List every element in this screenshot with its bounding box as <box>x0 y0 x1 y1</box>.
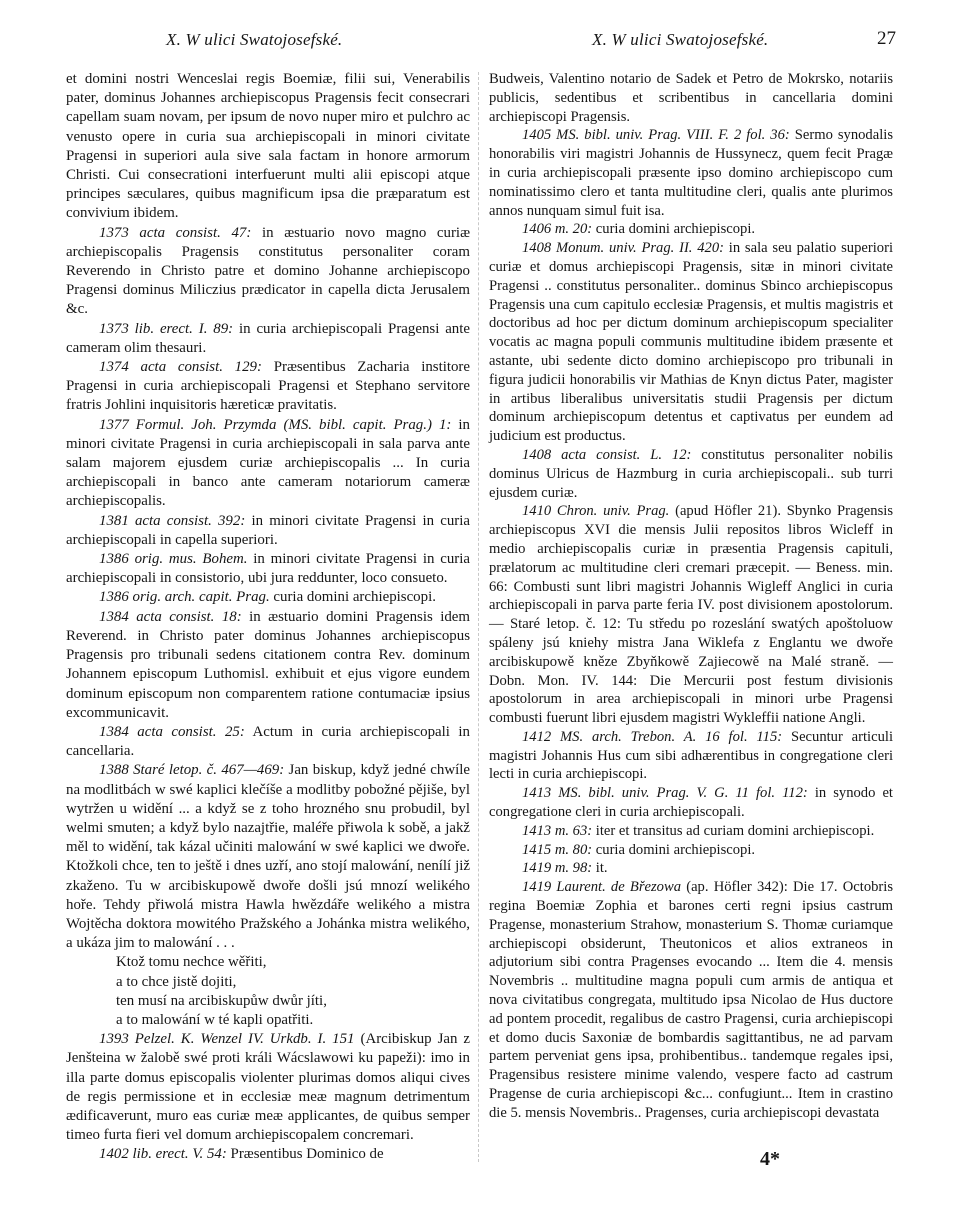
verse-line <box>66 992 470 1011</box>
entry-paragraph <box>489 878 893 1122</box>
entry-paragraph <box>489 728 893 784</box>
entry-text: in æstuario novo magno curiæ archiepiscopalis Pragensis constitutus personaliter coram Reverendo in Christo patre et domino Johanne archiepiscopo Pragensi dominus Miliczius prædicator in capella dicta Jerusalem &c. <box>66 224 470 318</box>
entry-paragraph <box>66 1030 470 1145</box>
entry-text: constitutus personaliter nobilis dominus Ulricus de Hazmburg in curia archiepiscopali.. sub turri ejusdem curiæ. <box>489 446 893 501</box>
entry-text: in synodo et congregatione cleri in curia archiepiscopali. <box>489 785 893 821</box>
entry-paragraph <box>66 608 470 723</box>
entry-paragraph <box>489 239 893 446</box>
entry-text: (ap. Höfler 342): Die 17. Octobris regina Boemiæ Zophia et barones certi regni ipsius castrum Pragense, monasterium Strahow, monasterium S. Thomæ curiamque archiepiscopi obsiderunt, Theutonicos et alios extraneos in adjutorium sibi contra Pragenses evocando ... Item die 4. mensis Novembris .. multitudine magna populi cum armis de antiqua et nova civitatibus congregata, multitudo ipsa Nicolao de Hus ductore ad pontem procedit, regalibus de castro Pragensi, curia archiepiscopi et domo ducis Saxoniæ de bombardis sagittantibus, ne ad parvam partem perveniat gens ipsa, prohibentibus.. tandemque regales ipsi, Pragensibus resistere minime valendo, vespere facto ad castrum Pragense de curia archiepiscopi &c... confugiunt... Item in crastino die 5. mensis Novembris.. Pragenses, curia archiepiscopi devastata <box>489 879 894 1121</box>
citation: 1384 acta consist. 25: <box>99 723 245 740</box>
citation: 1413 MS. bibl. univ. Prag. V. G. 11 fol. 112: <box>522 785 808 802</box>
entry-text: Secuntur articuli magistri Johannis Hus cum sibi adhærentibus in congregatione cleri lecti in curia archiepiscopi. <box>489 728 893 783</box>
entry-text: (Arcibiskup Jan z Jenšteina w žalobě swé proti králi Wácslawowi ku papeži): imo in illa parte domus episcopalis violenter plurimas domos aliqui cives de regis permissione et in ecclesiæ meæ magnum detrimentum ædificaverunt, muro eas curiæ meæ applicantes, de quibus semper timeo furta fieri vel domum archiepiscopalem concremari. <box>66 1031 470 1144</box>
verse-line <box>66 973 470 992</box>
entry-text: Actum in curia archiepiscopali in cancellaria. <box>66 723 470 760</box>
entry-text: in æstuario domini Pragensis idem Reverend. in Christo pater dominus Johannes archiepiscopus Pragensis pro tribunali sedens citationem contra Rev. dominum Johannem episcopum Luthomisl. exhibuit et ejus vigore eundem dominum episcopum non comparentem ratione contumaciæ ipsius excommunicavit. <box>66 608 470 721</box>
entry-paragraph <box>66 1145 470 1164</box>
citation: 1402 lib. erect. V. 54: <box>99 1146 227 1163</box>
entry-paragraph <box>489 841 893 860</box>
entry-paragraph <box>66 416 470 512</box>
citation: 1413 m. 63: <box>522 822 593 839</box>
signature-mark: 4* <box>760 1148 780 1170</box>
right-column <box>489 70 893 1123</box>
entry-paragraph <box>489 70 893 126</box>
entry-text: et domini nostri Wenceslai regis Boemiæ, filii sui, Venerabilis pater, dominus Johannes archiepiscopus Pragensis fecit consecrari capellam suam novam, per ipsum de novo nuper miro et pulchro ac venusto opere in curia sua archiepiscopali in minori civitate Pragensi in superiori aula sive sala factam in honore armorum Christi. Cui consecrationi interfuerunt multi alii episcopi atque principes sæculares, quibus magnificum ipsa die præparatum est convivium ibidem. <box>66 71 470 222</box>
entry-paragraph <box>489 784 893 822</box>
left-column <box>66 70 470 1165</box>
running-title-right: X. W ulici Swatojosefské. <box>592 30 769 49</box>
entry-paragraph <box>66 723 470 761</box>
running-header <box>66 30 896 54</box>
entry-text: curia domini archiepiscopi. <box>273 589 436 606</box>
entry-paragraph <box>66 761 470 953</box>
citation: 1393 Pelzel. K. Wenzel IV. Urkdb. I. 151 <box>99 1031 355 1048</box>
running-title-left: X. W ulici Swatojosefské. <box>166 30 343 49</box>
entry-paragraph <box>489 220 893 239</box>
entry-paragraph <box>489 822 893 841</box>
entry-paragraph <box>66 588 470 607</box>
entry-text: (apud Höfler 21). Sbynko Pragensis archiepiscopus XVI die mensis Julii repositos libros Wicleff in medio archiepiscopalis curiæ in præsentia Pragensis capituli, prælatorum ac multitudine cleri cremari præcepit. — Beness. min. 66: Combusti sunt libri magistri Johannis Wigleff Anglici in curia archiepiscopali in parva parte feria IV. post divisionem apostolorum. — Staré letop. č. 12: Tu středu po rozeslání swatých apoštoluow spáleny jsú kniehy mistra Jana Wiklefa z Englantu we dwoře arcibiskupowě kněze Zbyňkowě Zajiecowě na Malé straně. — Dobn. Mon. IV. 144: Die Mercurii post festum divisionis apostolorum in area archiepiscopali in minori urbe Pragensi combusti fuerunt libri ejusdem magistri Wykleffii natione Angli. <box>489 503 893 727</box>
entry-paragraph <box>489 859 893 878</box>
entry-paragraph <box>66 512 470 550</box>
entry-text: curia domini archiepiscopi. <box>595 221 756 238</box>
entry-text: Ktož tomu nechce wěřiti, <box>116 954 267 971</box>
citation: 1412 MS. arch. Trebon. A. 16 fol. 115: <box>522 728 783 745</box>
citation: 1373 acta consist. 47: <box>99 224 252 241</box>
citation: 1415 m. 80: <box>522 841 593 858</box>
citation: 1419 Laurent. de Březowa <box>522 879 681 896</box>
citation: 1408 acta consist. L. 12: <box>522 446 692 463</box>
entry-text: in minori civitate Pragensi in curia archiepiscopali in sala parva ante salam majorem ejusdem curiæ archiepiscopalis ... In curia archiepiscopali in banco ante cameram notariorum cameræ archiepiscopalis. <box>66 416 470 510</box>
citation: 1384 acta consist. 18: <box>99 608 242 625</box>
citation: 1410 Chron. univ. Prag. <box>522 503 670 520</box>
entry-text: Præsentibus Zacharia institore Pragensi in curia archiepiscopali Pragensi et Stephano servitore fratris Johlini inquisitoris hæreticæ pravitatis. <box>66 359 470 414</box>
entry-paragraph <box>489 502 893 728</box>
citation: 1377 Formul. Joh. Przymda (MS. bibl. capit. Prag.) 1: <box>99 416 452 433</box>
citation: 1405 MS. bibl. univ. Prag. VIII. F. 2 fol. 36: <box>522 127 790 144</box>
entry-text: Præsentibus Dominico de <box>230 1146 384 1163</box>
entry-text: Jan biskup, když jedné chwíle na modlitbách w swé kaplici klečíše a modlitby pobožné pějiše, byl wytržen u widění ... a když se z toho hrozného snu probudil, byl welmi smuten; a když bylo nazajtřie, maléře přiwola k sobě, a jakž měl to widění, tak kázal učiniti malowání w swé kaplici we dwoře. Ktožkoli chce, ten to ještě i dnes uzří, ano stojí malowání, nenílí již zkaženo. Tu w arcibiskupowě dwoře došli jsú mnozí welikého hoře. Tehdy přiwolá mistra Hawla hwězdáře welikého a mistra Wojtěcha doktora mowitého Pražského a Johánka mistra welikého, a ukáza jim to malowání . . . <box>66 762 470 952</box>
entry-text: ten musí na arcibiskupůw dwůr jíti, <box>116 992 327 1009</box>
entry-paragraph <box>489 446 893 502</box>
entry-text: in minori civitate Pragensi in curia archiepiscopali in consistorio, ubi jura reddunter, loco consueto. <box>66 551 470 587</box>
entry-text: Sermo synodalis honorabilis viri magistri Johannis de Hussynecz, quem fecit Pragæ in curia archiepiscopali præsente ipso domino archiepiscopo cum nominatissimo clero et tanta multitudine cleri, qualis ante plurimos annos nunquam simul fuit isa. <box>489 127 893 219</box>
entry-text: a to malowání w té kapli opatřiti. <box>116 1011 314 1028</box>
entry-paragraph <box>66 70 470 224</box>
verse-line <box>66 953 470 972</box>
entry-paragraph <box>489 126 893 220</box>
citation: 1386 orig. mus. Bohem. <box>99 551 248 568</box>
citation: 1386 orig. arch. capit. Prag. <box>99 589 270 606</box>
entry-paragraph <box>66 320 470 358</box>
entry-text: in minori civitate Pragensi in curia archiepiscopali in capella superiori. <box>66 512 470 548</box>
entry-text: Budweis, Valentino notario de Sadek et Petro de Mokrsko, notariis publicis, sedentibus et scribentibus in cancellaria domini archiepiscopi Pragensis. <box>489 71 893 125</box>
entry-paragraph <box>66 224 470 320</box>
entry-text: curia domini archiepiscopi. <box>595 841 756 858</box>
citation: 1408 Monum. univ. Prag. II. 420: <box>522 240 724 257</box>
verse-line <box>66 1011 470 1030</box>
citation: 1419 m. 98: <box>522 860 593 877</box>
citation: 1406 m. 20: <box>522 221 593 238</box>
entry-text: in curia archiepiscopali Pragensi ante cameram olim thesauri. <box>66 320 470 356</box>
entry-text: a to chce jistě dojiti, <box>116 973 237 990</box>
citation: 1373 lib. erect. I. 89: <box>99 320 234 337</box>
column-divider <box>478 72 479 1162</box>
citation: 1374 acta consist. 129: <box>99 359 262 376</box>
entry-text: it. <box>595 860 608 877</box>
entry-text: iter et transitus ad curiam domini archiepiscopi. <box>595 822 875 839</box>
entry-text: in sala seu palatio superiori curiæ et domus archiepiscopi Pragensis, sitæ in minori civitate Pragensi .. constitutus personaliter.. dominus Sbinco archiepiscopus Pragensis una cum capitulo ecclesiæ Pragensis, et multis magistris et doctoribus ad hoc per dictum dominum archiepiscopum specialiter vocatis ac magna populi communis multitudine ibidem præsente et astante, ubi sedente dicto domino archiepiscopo pro tribunali in figura judicii honorabilis vir Mathias de Knyn dictus Pater, magister in artibus liberalibus universitatis studii Pragensis per dictum dominum archiepiscopum detentus et captivatus per eundem ad judicium est productus. <box>489 240 893 445</box>
citation: 1388 Staré letop. č. 467—469: <box>99 762 285 779</box>
entry-paragraph <box>66 358 470 416</box>
citation: 1381 acta consist. 392: <box>99 512 246 529</box>
entry-paragraph <box>66 550 470 588</box>
page-number: 27 <box>877 28 896 49</box>
